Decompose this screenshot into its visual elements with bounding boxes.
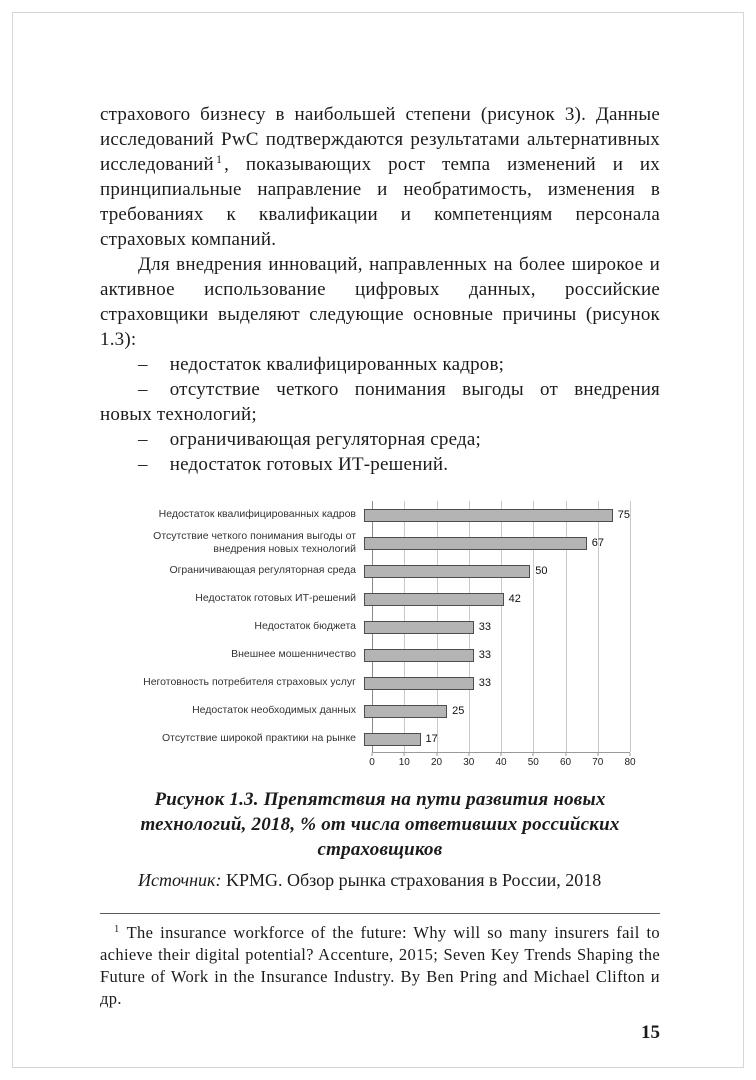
chart-tick-label: 30 [463, 757, 475, 768]
list-item [100, 377, 660, 427]
chart-category-label: Недостаток готовых ИТ-решений [195, 592, 356, 605]
chart-bar-area [364, 621, 630, 634]
paragraph-1-text-before: страхового бизнесу в наибольшей степени (рисунок 3). Данные исследований PwC подтверждаются результатами альтернативных исследований [100, 104, 660, 175]
page-number: 15 [641, 1022, 660, 1043]
paragraph-2: Для внедрения инноваций, направленных на более широкое и активное использование цифровых данных, российские страховщики выделяют следующие основные причины (рисунок 1.3): [100, 254, 660, 350]
chart-tick-label: 60 [559, 757, 572, 768]
source-label: Источник: [138, 870, 222, 890]
chart-tickmark [468, 753, 469, 756]
source-text: KPMG. Обзор рынка страхования в России, 2018 [221, 870, 602, 890]
chart-bar-area [364, 565, 630, 578]
chart-category-label: Ограничивающая регуляторная среда [169, 564, 356, 577]
figure-source [100, 868, 660, 893]
footnote-marker: 1 [114, 923, 120, 935]
footnote-text: The insurance workforce of the future: Why will so many insurers fail to achieve their digital potential? Accenture, 2015; Seven Key Trends Shaping the Future of Work in the Insurance Industry. By Ben Pring and Michael Clifton и др. [100, 923, 660, 1008]
list-item-text: недостаток квалифицированных кадров; [169, 354, 505, 375]
chart-category-label: Неготовность потребителя страховых услуг [143, 676, 356, 689]
chart-row [100, 557, 630, 585]
chart-row [100, 501, 630, 529]
chart-category-label: Внешнее мошенничество [231, 648, 356, 661]
chart-tickmark [597, 753, 598, 756]
chart-tickmark [565, 753, 566, 756]
list-item-text: отсутствие четкого понимания выгоды от внедрения новых технологий; [100, 379, 660, 425]
chart-bar [364, 649, 474, 662]
chart-tick-label: 50 [527, 757, 539, 768]
chart-bar [364, 677, 474, 690]
chart-bar [364, 537, 587, 550]
chart-value-label: 75 [617, 509, 630, 521]
chart-bar-area [364, 677, 630, 690]
bar-chart [100, 501, 636, 771]
chart-category-label: Отсутствие четкого понимания выгоды от внедрения новых технологий [153, 529, 356, 555]
chart-tick-label: 10 [398, 757, 410, 768]
chart-bar-area [364, 733, 630, 746]
chart-tickmark [630, 753, 631, 756]
list-item [100, 427, 660, 452]
chart-tick-label: 70 [592, 757, 604, 768]
chart-rows [100, 501, 630, 753]
list-dash: – [138, 354, 148, 375]
list-item [100, 452, 660, 477]
chart-row [100, 697, 630, 725]
list-item [100, 352, 660, 377]
chart-row [100, 613, 630, 641]
list-dash: – [138, 379, 148, 400]
chart-bar [364, 733, 421, 746]
chart-row [100, 641, 630, 669]
chart-value-label: 33 [478, 677, 491, 689]
chart-value-label: 33 [478, 621, 491, 633]
chart-category-label: Недостаток необходимых данных [192, 704, 356, 717]
chart-value-label: 33 [478, 649, 491, 661]
chart-row [100, 585, 630, 613]
chart-x-axis [369, 753, 636, 771]
chart-plot [100, 501, 630, 753]
chart-category-label: Отсутствие широкой практики на рынке [161, 732, 356, 745]
chart-row [100, 529, 630, 557]
chart-bar-area [364, 537, 630, 550]
chart-tick-label: 40 [495, 757, 507, 768]
footnote-rule [100, 913, 660, 914]
list-dash: – [138, 454, 148, 475]
list-item-text: ограничивающая регуляторная среда; [169, 429, 481, 450]
chart-category-label: Недостаток квалифицированных кадров [158, 508, 356, 521]
footnote-reference: 1 [215, 151, 223, 166]
paragraph-1-text-after: , показывающих рост темпа изменений и их принципиальные направление и необратимость, изменения в требованиях к квалификации и компетенциям персонала страховых компаний. [100, 154, 660, 250]
figure-caption: Рисунок 1.3. Препятствия на пути развития новых технологий, 2018, % от числа ответивших российских страховщиков [140, 789, 620, 860]
chart-bar-area [364, 705, 630, 718]
list-item-text: недостаток готовых ИТ-решений. [169, 454, 449, 475]
chart-value-label: 67 [591, 537, 605, 549]
chart-tickmark [436, 753, 437, 756]
chart-bar [364, 565, 530, 578]
chart-tickmark [533, 753, 534, 756]
chart-value-label: 42 [508, 593, 521, 605]
chart-tick-label: 20 [430, 757, 443, 768]
chart-bar-area [364, 649, 630, 662]
chart-gridline [630, 501, 631, 752]
chart-tick-label: 0 [369, 757, 375, 768]
footnote [100, 922, 660, 1010]
list-dash: – [138, 429, 148, 450]
chart-bar [364, 621, 474, 634]
chart-tickmark [404, 753, 405, 756]
chart-bar [364, 705, 447, 718]
chart-tickmark [501, 753, 502, 756]
chart-row [100, 725, 630, 753]
chart-bar [364, 593, 504, 606]
chart-category-label: Недостаток бюджета [254, 620, 356, 633]
chart-bar-area [364, 593, 630, 606]
dash-list [100, 352, 660, 477]
chart-row [100, 669, 630, 697]
chart-value-label: 17 [425, 733, 438, 745]
chart-bar [364, 509, 613, 522]
chart-bar-area [364, 509, 630, 522]
chart-value-label: 25 [452, 705, 465, 717]
chart-tickmark [372, 753, 373, 756]
chart-value-label: 50 [535, 565, 548, 577]
paragraph-1 [100, 102, 660, 252]
chart-tick-label: 80 [624, 757, 636, 768]
